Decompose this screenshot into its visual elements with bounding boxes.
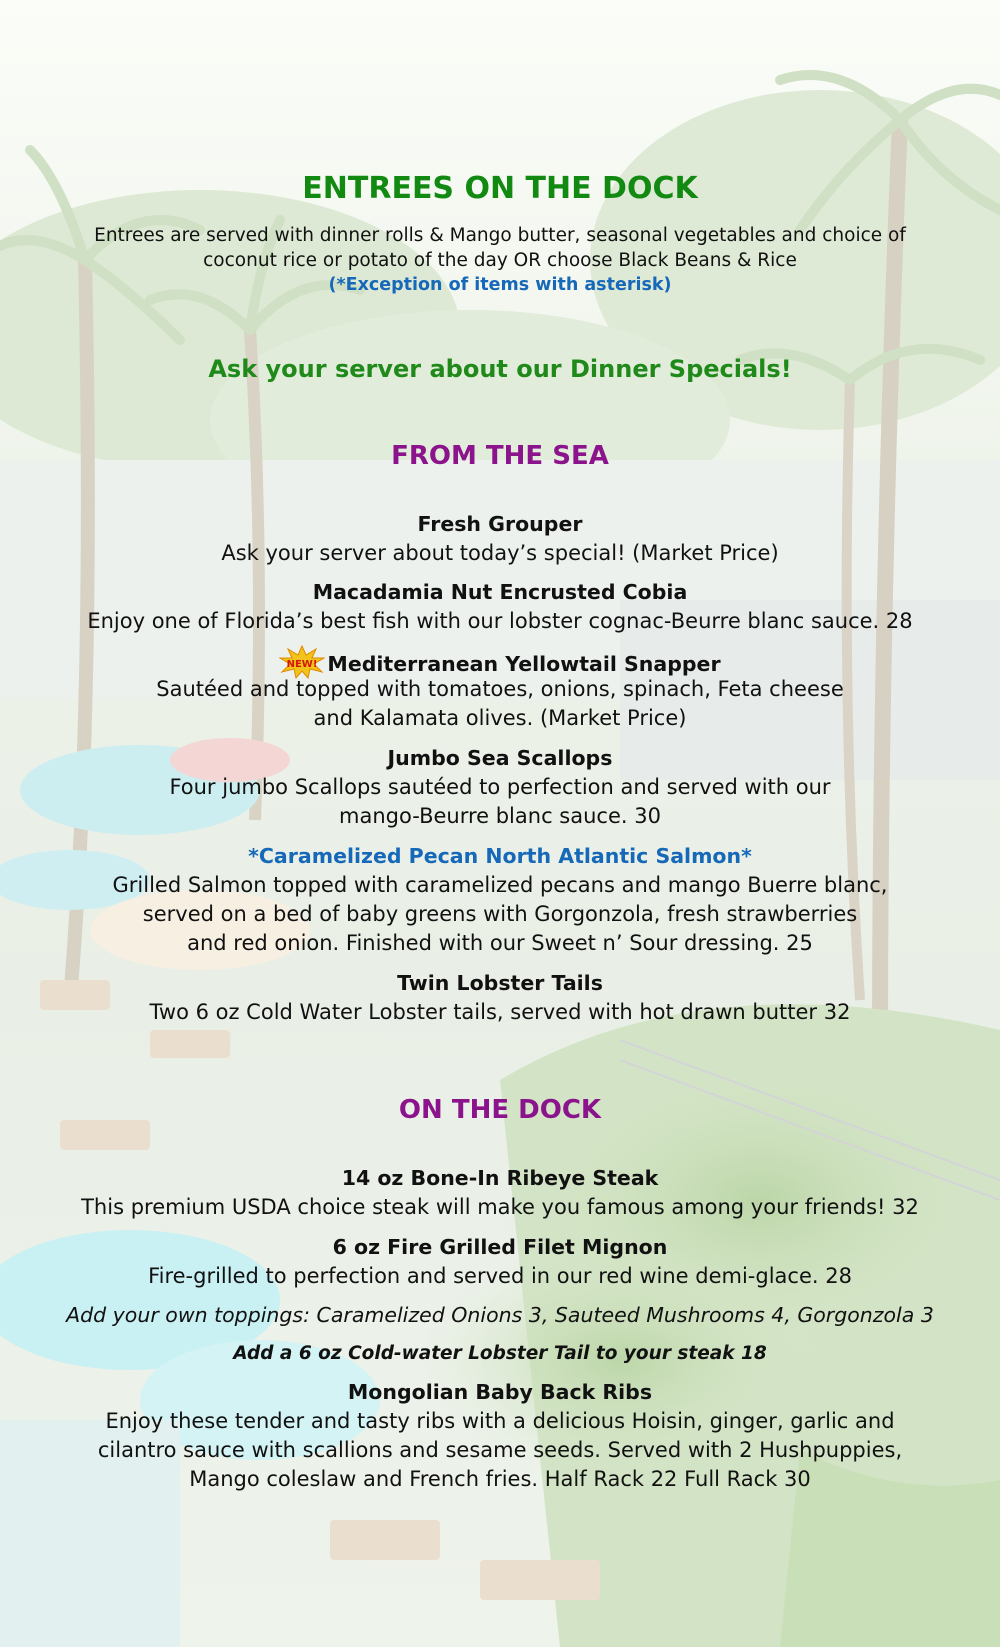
dinner-specials-note: Ask your server about our Dinner Specials!	[208, 355, 792, 383]
item-name: *Caramelized Pecan North Atlantic Salmon*	[248, 844, 752, 868]
item-name: Twin Lobster Tails	[397, 971, 603, 995]
item-description: mango-Beurre blanc sauce. 30	[339, 804, 661, 828]
page-title: ENTREES ON THE DOCK	[302, 171, 698, 206]
item-description: and red onion. Finished with our Sweet n’ Sour dressing. 25	[187, 931, 813, 955]
section-title-sea: FROM THE SEA	[391, 441, 609, 471]
item-name: Macadamia Nut Encrusted Cobia	[312, 580, 688, 604]
section-title-dock: ON THE DOCK	[398, 1095, 602, 1125]
item-description: Four jumbo Scallops sautéed to perfection and served with our	[169, 775, 831, 799]
item-description: Two 6 oz Cold Water Lobster tails, served with hot drawn butter 32	[149, 1000, 851, 1024]
item-description: cilantro sauce with scallions and sesame seeds. Served with 2 Hushpuppies,	[97, 1438, 903, 1462]
item-name: Mongolian Baby Back Ribs	[347, 1380, 653, 1404]
item-description: Mango coleslaw and French fries. Half Rack 22 Full Rack 30	[189, 1467, 811, 1491]
item-description: Enjoy one of Florida’s best fish with our lobster cognac-Beurre blanc sauce. 28	[87, 609, 913, 633]
item-description: served on a bed of baby greens with Gorgonzola, fresh strawberries	[142, 902, 858, 926]
item-name: Jumbo Sea Scallops	[387, 746, 613, 770]
item-name: 14 oz Bone-In Ribeye Steak	[341, 1166, 659, 1190]
exception-note: (*Exception of items with asterisk)	[328, 275, 672, 295]
item-description: and Kalamata olives. (Market Price)	[313, 706, 687, 730]
intro-text-line-2: coconut rice or potato of the day OR choose Black Beans & Rice	[203, 250, 797, 271]
intro-text-line-1: Entrees are served with dinner rolls & Mango butter, seasonal vegetables and choice of	[94, 225, 906, 246]
item-description: Ask your server about today’s special! (Market Price)	[221, 541, 779, 565]
item-description: Fire-grilled to perfection and served in our red wine demi-glace. 28	[148, 1264, 852, 1288]
lobster-addon-note: Add a 6 oz Cold-water Lobster Tail to your steak 18	[233, 1343, 767, 1364]
item-name: Mediterranean Yellowtail Snapper	[327, 652, 721, 676]
item-description: Sautéed and topped with tomatoes, onions, spinach, Feta cheese	[156, 677, 844, 701]
item-description: Grilled Salmon topped with caramelized pecans and mango Buerre blanc,	[112, 873, 888, 897]
new-badge-text: NEW!	[287, 659, 318, 670]
item-description: This premium USDA choice steak will make you famous among your friends! 32	[81, 1195, 919, 1219]
item-name: Fresh Grouper	[417, 512, 583, 536]
item-name: 6 oz Fire Grilled Filet Mignon	[332, 1235, 668, 1259]
item-description: Enjoy these tender and tasty ribs with a delicious Hoisin, ginger, garlic and	[105, 1409, 895, 1433]
toppings-note: Add your own toppings: Caramelized Onions 3, Sauteed Mushrooms 4, Gorgonzola 3	[66, 1303, 934, 1327]
new-badge-icon	[279, 645, 325, 679]
